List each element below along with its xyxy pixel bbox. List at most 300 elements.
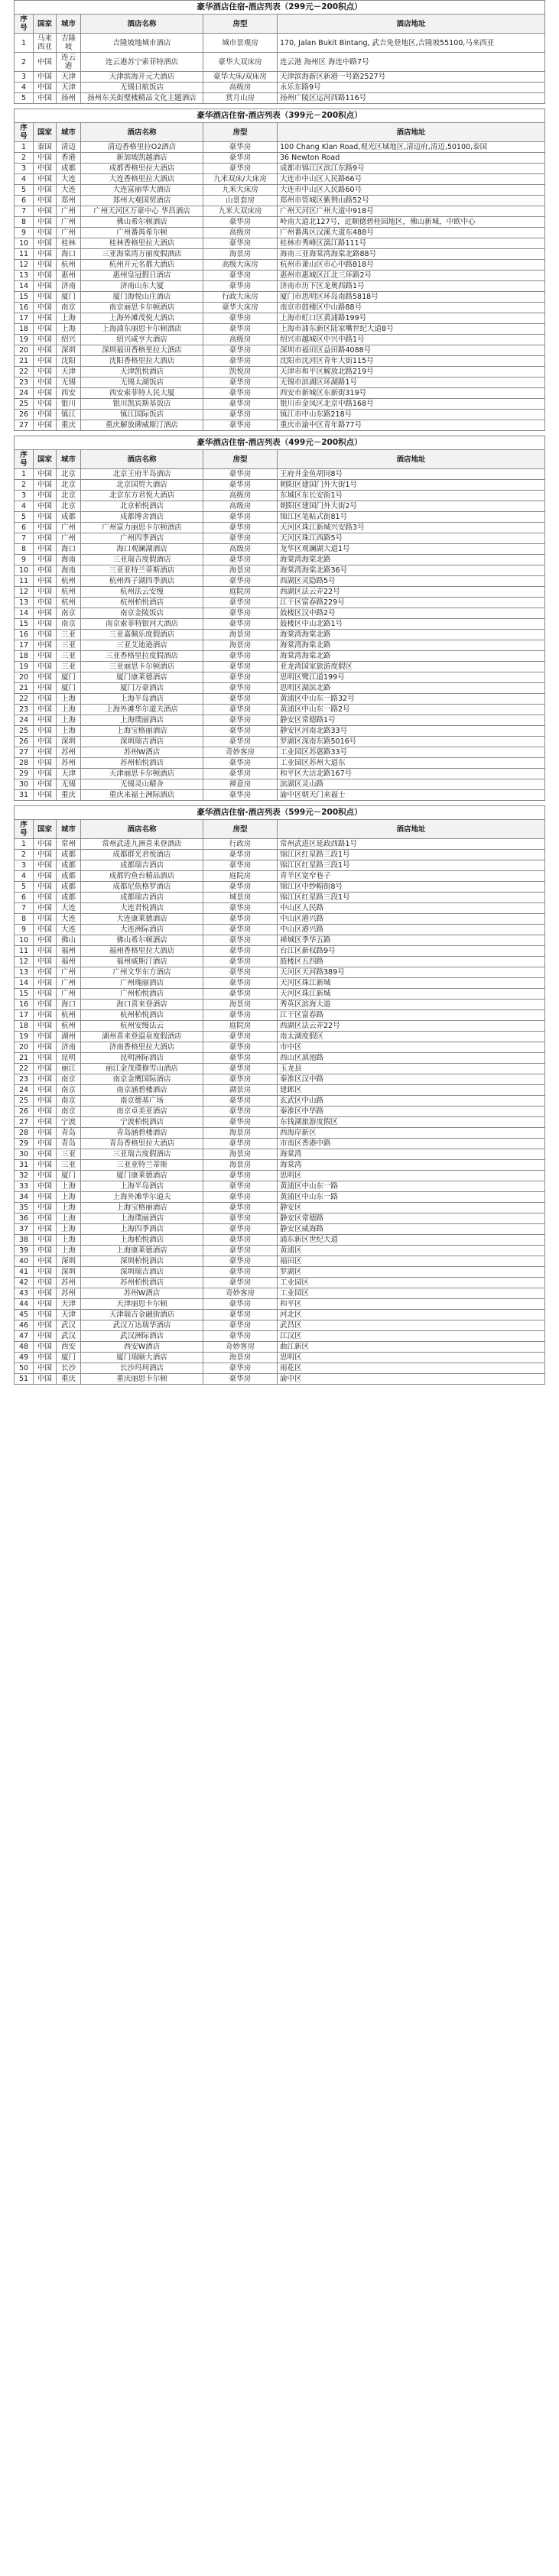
row-index: 18: [15, 324, 34, 335]
city-cell: 深圳: [57, 1256, 81, 1267]
room-type-cell: 豪华房: [203, 1278, 278, 1288]
country-cell: 中国: [34, 779, 57, 790]
address-cell: 西山区滇池路: [278, 1053, 545, 1064]
room-type-cell: 豪华房: [203, 694, 278, 705]
row-index: 11: [15, 249, 34, 260]
table-row: [15, 480, 545, 491]
table-row: [15, 1000, 545, 1010]
country-cell: 中国: [34, 480, 57, 491]
row-index: 13: [15, 271, 34, 281]
city-cell: 苏州: [57, 1288, 81, 1299]
row-index: 20: [15, 1042, 34, 1053]
table-row: [15, 1021, 545, 1032]
room-type-cell: 豪华房: [203, 153, 278, 164]
table-row: [15, 1363, 545, 1374]
row-index: 1: [15, 34, 34, 53]
address-cell: 常州武进区延政西路1号: [278, 839, 545, 850]
address-cell: 天河区珠江新城: [278, 978, 545, 989]
room-type-cell: 豪华房: [203, 313, 278, 324]
room-type-cell: 豪华房: [203, 533, 278, 544]
table-row: [15, 196, 545, 206]
section-title: 豪华酒店住宿-酒店列表（499元－200积点）: [15, 436, 545, 450]
table-row: [15, 576, 545, 587]
address-cell: 绍兴市越城区中兴中路1号: [278, 335, 545, 345]
hotel-name-cell: 北京柏悦酒店: [81, 501, 203, 512]
row-index: 7: [15, 206, 34, 217]
row-index: 24: [15, 715, 34, 726]
row-index: 28: [15, 758, 34, 769]
section-gap: [15, 431, 545, 436]
table-row: [15, 1331, 545, 1342]
section-title-row: [15, 1, 545, 15]
country-cell: 中国: [34, 978, 57, 989]
country-cell: 中国: [34, 1171, 57, 1181]
table-row: [15, 533, 545, 544]
room-type-cell: 豪华房: [203, 469, 278, 480]
table-row: [15, 345, 545, 356]
row-index: 22: [15, 1064, 34, 1074]
country-cell: 中国: [34, 164, 57, 174]
country-cell: 中国: [34, 967, 57, 978]
address-cell: 鼓楼区中山北路1号: [278, 619, 545, 630]
row-index: 21: [15, 683, 34, 694]
city-cell: 重庆: [57, 790, 81, 801]
table-row: [15, 271, 545, 281]
table-row: [15, 1310, 545, 1320]
room-type-cell: 海景房: [203, 630, 278, 640]
city-cell: 广州: [57, 967, 81, 978]
row-index: 8: [15, 544, 34, 555]
address-cell: 亚龙湾国家旅游度假区: [278, 662, 545, 672]
city-cell: 苏州: [57, 1278, 81, 1288]
row-index: 40: [15, 1256, 34, 1267]
country-cell: 中国: [34, 705, 57, 715]
country-cell: 中国: [34, 1353, 57, 1363]
address-cell: 海南三亚海棠湾海棠北路88号: [278, 249, 545, 260]
room-type-cell: 豪华房: [203, 758, 278, 769]
hotel-name-cell: 深圳瑞吉酒店: [81, 1267, 203, 1278]
city-cell: 扬州: [57, 93, 81, 104]
row-index: 37: [15, 1224, 34, 1235]
table-row: [15, 1320, 545, 1331]
city-cell: 厦门: [57, 672, 81, 683]
country-cell: 中国: [34, 630, 57, 640]
city-cell: 武汉: [57, 1320, 81, 1331]
room-type-cell: 豪华房: [203, 608, 278, 619]
row-index: 29: [15, 1139, 34, 1149]
table-row: [15, 555, 545, 565]
table-row: [15, 523, 545, 533]
city-cell: 厦门: [57, 292, 81, 303]
city-cell: 香港: [57, 153, 81, 164]
city-cell: 广州: [57, 206, 81, 217]
hotel-name-cell: 南京索菲特银河大酒店: [81, 619, 203, 630]
table-row: [15, 1235, 545, 1246]
row-index: 1: [15, 839, 34, 850]
address-cell: 连云港 海州区 海连中路7号: [278, 53, 545, 72]
address-cell: 工业园区苏州大道东: [278, 758, 545, 769]
city-cell: 天津: [57, 72, 81, 83]
hotel-name-cell: 丽江金茂璞修雪山酒店: [81, 1064, 203, 1074]
city-cell: 西安: [57, 388, 81, 399]
row-index: 17: [15, 640, 34, 651]
room-type-cell: 豪华房: [203, 377, 278, 388]
row-index: 23: [15, 1074, 34, 1085]
table-row: [15, 501, 545, 512]
hotel-name-cell: 成都香格里拉大酒店: [81, 164, 203, 174]
column-header: 国家: [34, 820, 57, 839]
table-row: [15, 356, 545, 367]
address-cell: 36 Newton Road: [278, 153, 545, 164]
room-type-cell: 豪华房: [203, 1213, 278, 1224]
city-cell: 上海: [57, 1235, 81, 1246]
column-header: 序号: [15, 820, 34, 839]
city-cell: 惠州: [57, 271, 81, 281]
address-cell: 西安市新城区东新街319号: [278, 388, 545, 399]
hotel-name-cell: 天津瑞吉金融街酒店: [81, 1310, 203, 1320]
table-row: [15, 1085, 545, 1096]
table-row: [15, 164, 545, 174]
table-row: [15, 737, 545, 747]
row-index: 19: [15, 1032, 34, 1042]
hotel-name-cell: 杭州开元名都大酒店: [81, 260, 203, 271]
row-index: 3: [15, 164, 34, 174]
country-cell: 中国: [34, 53, 57, 72]
city-cell: 丽江: [57, 1064, 81, 1074]
city-cell: 南京: [57, 303, 81, 313]
address-cell: 黄浦区中山东一路: [278, 1192, 545, 1203]
room-type-cell: 豪华房: [203, 1107, 278, 1117]
country-cell: 中国: [34, 565, 57, 576]
table-row: [15, 1299, 545, 1310]
table-row: [15, 726, 545, 737]
country-cell: 中国: [34, 587, 57, 598]
row-index: 2: [15, 480, 34, 491]
address-cell: 西湖区法云弄22号: [278, 1021, 545, 1032]
hotel-name-cell: 成都群光君悦酒店: [81, 850, 203, 860]
hotel-name-cell: 吉隆坡地城市酒店: [81, 34, 203, 53]
city-cell: 昆明: [57, 1053, 81, 1064]
address-cell: 无锡市滨湖区环湖路1号: [278, 377, 545, 388]
country-cell: 中国: [34, 935, 57, 946]
country-cell: 中国: [34, 356, 57, 367]
room-type-cell: 豪华房: [203, 850, 278, 860]
room-type-cell: 豪华房: [203, 1139, 278, 1149]
hotel-name-cell: 大连香格里拉大酒店: [81, 174, 203, 185]
address-cell: 静安区威海路: [278, 1224, 545, 1235]
hotel-name-cell: 大连君悦酒店: [81, 903, 203, 914]
city-cell: 郑州: [57, 196, 81, 206]
room-type-cell: 豪华房: [203, 737, 278, 747]
city-cell: 上海: [57, 324, 81, 335]
address-cell: 市中区: [278, 1042, 545, 1053]
hotel-name-cell: 新加坡凯越酒店: [81, 153, 203, 164]
hotel-name-cell: 三亚海棠湾万丽度假酒店: [81, 249, 203, 260]
room-type-cell: 庭院房: [203, 1021, 278, 1032]
city-cell: 广州: [57, 978, 81, 989]
country-cell: 中国: [34, 260, 57, 271]
address-cell: 银川市金凤区北京中路168号: [278, 399, 545, 410]
hotel-name-cell: 青岛香格里拉大酒店: [81, 1139, 203, 1149]
address-cell: 天津滨海新区新港一号路2527号: [278, 72, 545, 83]
table-row: [15, 758, 545, 769]
table-row: [15, 694, 545, 705]
row-index: 2: [15, 850, 34, 860]
hotel-name-cell: 清迈香格里拉O2酒店: [81, 142, 203, 153]
row-index: 5: [15, 882, 34, 893]
hotel-name-cell: 上海外滩华尔道夫: [81, 1192, 203, 1203]
table-row: [15, 249, 545, 260]
table-row: [15, 313, 545, 324]
row-index: 17: [15, 1010, 34, 1021]
city-cell: 西安: [57, 1342, 81, 1353]
table-row: [15, 989, 545, 1000]
hotel-name-cell: 广州天河区万豪中心 华昌酒店: [81, 206, 203, 217]
country-cell: 中国: [34, 925, 57, 935]
column-header: 酒店地址: [278, 820, 545, 839]
address-cell: 上海市浦东新区陆家嘴世纪大道8号: [278, 324, 545, 335]
country-cell: 中国: [34, 249, 57, 260]
city-cell: 三亚: [57, 630, 81, 640]
row-index: 11: [15, 576, 34, 587]
country-cell: 中国: [34, 206, 57, 217]
section-title: 豪华酒店住宿-酒店列表（399元－200积点）: [15, 109, 545, 123]
room-type-cell: 豪华房: [203, 1256, 278, 1267]
room-type-cell: 湖景房: [203, 1085, 278, 1096]
hotel-name-cell: 无锡日航饭店: [81, 83, 203, 93]
row-index: 19: [15, 335, 34, 345]
country-cell: 中国: [34, 1010, 57, 1021]
city-cell: 青岛: [57, 1139, 81, 1149]
country-cell: 中国: [34, 469, 57, 480]
hotel-name-cell: 深圳柏悦酒店: [81, 1256, 203, 1267]
table-row: [15, 1096, 545, 1107]
city-cell: 海口: [57, 1000, 81, 1010]
address-cell: 静安区河南北路33号: [278, 726, 545, 737]
room-type-cell: 九米双床/大床房: [203, 174, 278, 185]
column-header: 房型: [203, 123, 278, 142]
column-header: 城市: [57, 15, 81, 34]
column-header: 酒店地址: [278, 123, 545, 142]
address-cell: 武昌区: [278, 1320, 545, 1331]
address-cell: 青羊区宽窄巷子: [278, 871, 545, 882]
country-cell: 中国: [34, 83, 57, 93]
table-row: [15, 893, 545, 903]
hotel-name-cell: 三亚瑞吉度假酒店: [81, 1149, 203, 1160]
table-row: [15, 469, 545, 480]
room-type-cell: 高级房: [203, 335, 278, 345]
row-index: 8: [15, 914, 34, 925]
country-cell: 中国: [34, 1278, 57, 1288]
room-type-cell: 行政房: [203, 839, 278, 850]
city-cell: 广州: [57, 533, 81, 544]
address-cell: 永乐东路9号: [278, 83, 545, 93]
table-row: [15, 217, 545, 228]
column-header: 城市: [57, 820, 81, 839]
address-cell: 西湖区法云弄22号: [278, 587, 545, 598]
country-cell: 中国: [34, 946, 57, 957]
table-row: [15, 544, 545, 555]
table-row: [15, 1128, 545, 1139]
room-type-cell: 豪华房: [203, 271, 278, 281]
address-cell: 惠州市惠城区江北三环路2号: [278, 271, 545, 281]
hotel-name-cell: 上海半岛酒店: [81, 694, 203, 705]
table-row: [15, 662, 545, 672]
address-cell: 思明区: [278, 1171, 545, 1181]
hotel-name-cell: 重庆来福士洲际酒店: [81, 790, 203, 801]
row-index: 13: [15, 967, 34, 978]
city-cell: 天津: [57, 1299, 81, 1310]
row-index: 26: [15, 410, 34, 420]
room-type-cell: 庭院房: [203, 871, 278, 882]
table-row: [15, 1213, 545, 1224]
hotel-name-cell: 北京国贸大酒店: [81, 480, 203, 491]
table-row: [15, 1181, 545, 1192]
hotel-name-cell: 无锡灵山精舍: [81, 779, 203, 790]
hotel-name-cell: 上海四季酒店: [81, 1224, 203, 1235]
row-index: 7: [15, 903, 34, 914]
row-index: 12: [15, 260, 34, 271]
country-cell: 中国: [34, 683, 57, 694]
table-row: [15, 587, 545, 598]
address-cell: 浦东新区世纪大道: [278, 1235, 545, 1246]
city-cell: 成都: [57, 850, 81, 860]
room-type-cell: 豪华房: [203, 1374, 278, 1385]
hotel-name-cell: 成都瑞吉酒店: [81, 860, 203, 871]
table-row: [15, 399, 545, 410]
table-row: [15, 769, 545, 779]
city-cell: 三亚: [57, 651, 81, 662]
city-cell: 无锡: [57, 779, 81, 790]
table-row: [15, 914, 545, 925]
address-cell: 工业园区: [278, 1288, 545, 1299]
address-cell: 静安区: [278, 1203, 545, 1213]
section-title-row: [15, 109, 545, 123]
address-cell: 江干区富春路: [278, 1010, 545, 1021]
hotel-name-cell: 福州香格里拉大酒店: [81, 946, 203, 957]
row-index: 21: [15, 356, 34, 367]
city-cell: 北京: [57, 491, 81, 501]
column-header: 城市: [57, 123, 81, 142]
room-type-cell: 豪华房: [203, 1299, 278, 1310]
table-row: [15, 1203, 545, 1213]
country-cell: 中国: [34, 1160, 57, 1171]
address-cell: 镇江市中山东路218号: [278, 410, 545, 420]
room-type-cell: 豪华房: [203, 1363, 278, 1374]
address-cell: 郑州市管城区紫荆山路52号: [278, 196, 545, 206]
city-cell: 重庆: [57, 420, 81, 431]
room-type-cell: 豪华房: [203, 946, 278, 957]
hotel-name-cell: 上海柏悦酒店: [81, 1235, 203, 1246]
room-type-cell: 高级大床房: [203, 260, 278, 271]
country-cell: 中国: [34, 491, 57, 501]
room-type-cell: 山景套房: [203, 196, 278, 206]
country-cell: 中国: [34, 335, 57, 345]
address-cell: 西海岸新区: [278, 1128, 545, 1139]
table-row: [15, 705, 545, 715]
hotel-name-cell: 天津滨海开元大酒店: [81, 72, 203, 83]
country-cell: 中国: [34, 185, 57, 196]
row-index: 23: [15, 377, 34, 388]
address-cell: 黄浦区: [278, 1246, 545, 1256]
room-type-cell: 豪华房: [203, 598, 278, 608]
hotel-name-cell: 青岛涵碧楼酒店: [81, 1128, 203, 1139]
country-cell: 中国: [34, 1096, 57, 1107]
address-cell: 和平区大沽北路167号: [278, 769, 545, 779]
country-cell: 中国: [34, 1203, 57, 1213]
country-cell: 中国: [34, 324, 57, 335]
room-type-cell: 豪华房: [203, 1032, 278, 1042]
row-index: 6: [15, 523, 34, 533]
room-type-cell: 豪华房: [203, 1246, 278, 1256]
room-type-cell: 豪华房: [203, 142, 278, 153]
country-cell: 中国: [34, 1256, 57, 1267]
table-row: [15, 72, 545, 83]
row-index: 1: [15, 142, 34, 153]
city-cell: 上海: [57, 1246, 81, 1256]
table-row: [15, 1074, 545, 1085]
row-index: 14: [15, 608, 34, 619]
address-cell: 沈阳市沈河区青年大街115号: [278, 356, 545, 367]
hotel-name-cell: 大连富丽华大酒店: [81, 185, 203, 196]
hotel-name-cell: 广州文华东方酒店: [81, 967, 203, 978]
table-row: [15, 93, 545, 104]
city-cell: 北京: [57, 501, 81, 512]
column-header: 序号: [15, 15, 34, 34]
address-cell: 鼓楼区五四路: [278, 957, 545, 967]
city-cell: 南京: [57, 619, 81, 630]
city-cell: 杭州: [57, 576, 81, 587]
room-type-cell: 豪华房: [203, 978, 278, 989]
hotel-name-cell: 厦门海悦山庄酒店: [81, 292, 203, 303]
section-title: 豪华酒店住宿-酒店列表（599元－200积点）: [15, 806, 545, 820]
city-cell: 天津: [57, 83, 81, 93]
country-cell: 中国: [34, 737, 57, 747]
hotel-name-cell: 上海浦东丽思卡尔顿酒店: [81, 324, 203, 335]
table-row: [15, 367, 545, 377]
hotel-name-cell: 苏州柏悦酒店: [81, 758, 203, 769]
hotel-name-cell: 济南山东大厦: [81, 281, 203, 292]
row-index: 16: [15, 303, 34, 313]
city-cell: 武汉: [57, 1331, 81, 1342]
country-cell: 中国: [34, 93, 57, 104]
row-index: 38: [15, 1235, 34, 1246]
hotel-name-cell: 上海半岛酒店: [81, 1181, 203, 1192]
row-index: 18: [15, 1021, 34, 1032]
hotel-name-cell: 南京金陵饭店: [81, 608, 203, 619]
city-cell: 北京: [57, 480, 81, 491]
row-index: 10: [15, 238, 34, 249]
room-type-cell: 豪华房: [203, 480, 278, 491]
room-type-cell: 豪华房: [203, 1042, 278, 1053]
room-type-cell: 豪华房: [203, 1064, 278, 1074]
country-cell: 中国: [34, 1042, 57, 1053]
city-cell: 海口: [57, 249, 81, 260]
country-cell: 中国: [34, 1181, 57, 1192]
country-cell: 中国: [34, 608, 57, 619]
header-row: [15, 15, 545, 34]
room-type-cell: 豪华房: [203, 420, 278, 431]
room-type-cell: 豪华房: [203, 903, 278, 914]
room-type-cell: 豪华房: [203, 1310, 278, 1320]
country-cell: 中国: [34, 715, 57, 726]
table-row: [15, 228, 545, 238]
address-cell: 大连市中山区人民路66号: [278, 174, 545, 185]
hotel-name-cell: 成都博舍酒店: [81, 512, 203, 523]
hotel-name-cell: 南京丽思卡尔顿酒店: [81, 303, 203, 313]
country-cell: 中国: [34, 1299, 57, 1310]
table-row: [15, 292, 545, 303]
